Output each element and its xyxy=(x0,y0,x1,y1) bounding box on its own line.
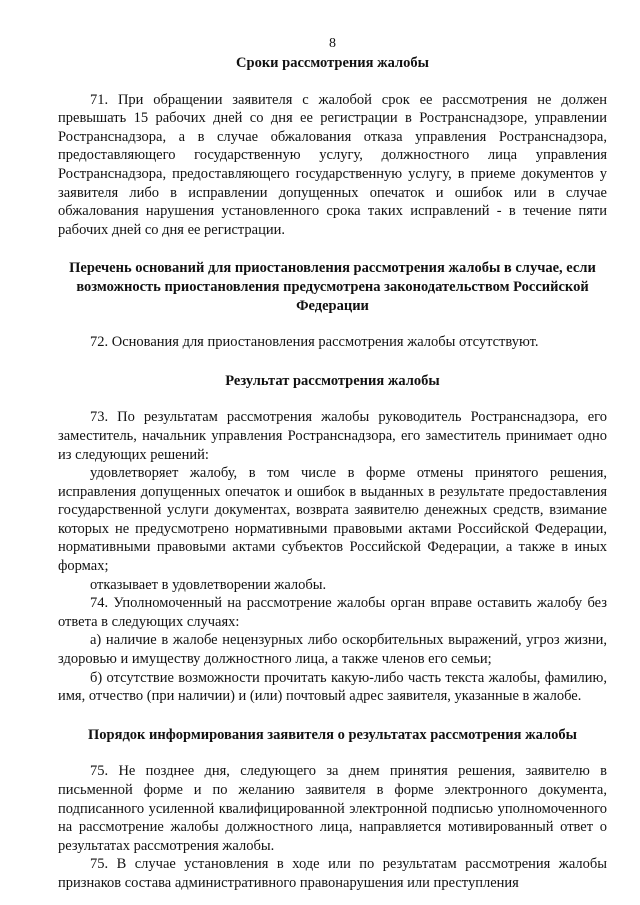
paragraph-74-b: б) отсутствие возможности прочитать какую-либо часть текста жалобы, фамилию, имя, отчество (при наличии) и (или) почтовый адрес заявителя, указанные в жалобе. xyxy=(58,669,607,705)
section-heading-informing-applicant: Порядок информирования заявителя о результатах рассмотрения жалобы xyxy=(88,726,577,743)
paragraph-75-second: 75. В случае установления в ходе или по результатам рассмотрения жалобы признаков состава административного правонарушения или преступления xyxy=(58,856,607,891)
paragraph-73-satisfy: удовлетворяет жалобу, в том числе в форме отмены принятого решения, исправления допущенных опечаток и ошибок в выданных в результате предоставления государственной услуги документах, возврата заявителю денежных средств, взимание которых не предусмотрено нормативными правовыми актами Российской Федерации, нормативными правовыми актами субъектов Российской Федерации, а также в иных формах; xyxy=(58,465,607,575)
section-heading-suspension-grounds: Перечень оснований для приостановления рассмотрения жалобы в случае, если возможность приостановления предусмотрена законодательством Российской Федерации xyxy=(69,260,596,314)
section-heading-review-terms: Сроки рассмотрения жалобы xyxy=(236,55,429,71)
paragraph-75: 75. Не позднее дня, следующего за днем принятия решения, заявителю в письменной форме и по желанию заявителя в форме электронного документа, подписанного усиленной квалифицированной электронной подписью уполномоченного на рассмотрение жалобы должностного лица, направляется мотивированный ответ о результатах рассмотрения жалобы. xyxy=(58,763,607,854)
paragraph-74: 74. Уполномоченный на рассмотрение жалобы орган вправе оставить жалобу без ответа в следующих случаях: xyxy=(58,595,607,630)
paragraph-74-a: а) наличие в жалобе нецензурных либо оскорбительных выражений, угроз жизни, здоровью и имуществу должностного лица, а также членов его семьи; xyxy=(58,632,607,668)
section-heading-review-result: Результат рассмотрения жалобы xyxy=(225,372,440,389)
paragraph-73: 73. По результатам рассмотрения жалобы руководитель Ространснадзора, его заместитель, начальник управления Ространснадзора, его заместитель принимает одно из следующих решений: xyxy=(58,409,607,463)
page-number: 8 xyxy=(329,36,336,51)
paragraph-73-refuse: отказывает в удовлетворении жалобы. xyxy=(90,576,327,593)
paragraph-72: 72. Основания для приостановления рассмотрения жалобы отсутствуют. xyxy=(90,334,539,351)
paragraph-71: 71. При обращении заявителя с жалобой срок ее рассмотрения не должен превышать 15 рабочих дней со дня ее регистрации в Ространснадзоре, управлении Ространснадзора, а в случае обжалования отказа управления Ространснадзора, предоставляющего государственную услугу, должностного лица управления Ространснадзора, предоставляющего государственную услугу, в приеме документов у заявителя либо в исправлении допущенных опечаток и ошибок или в случае обжалования нарушения установленного срока таких исправлений - в течение пяти рабочих дней со дня ее регистрации. xyxy=(58,91,607,238)
